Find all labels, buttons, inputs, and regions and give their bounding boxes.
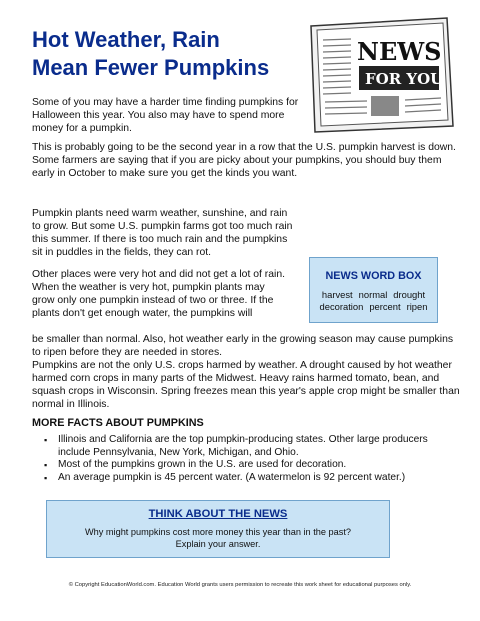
logo-news-text: NEWS — [357, 37, 442, 66]
think-question-line-2: Explain your answer. — [175, 539, 261, 549]
word-box-word: ripen — [406, 301, 428, 312]
paragraph-2: This is probably going to be the second year in a row that the U.S. pumpkin harvest is down. Some farmers are saying that if you are picky about your pumpkins, you should buy them early in October to make sure you get the kinds you want. — [32, 142, 456, 179]
word-box-word: percent — [369, 301, 401, 312]
fact-item: ▪ Illinois and California are the top pumpkin-producing states. Other large producers include Pennsylvania, New York, Michigan, and Ohio. — [44, 434, 444, 459]
word-box-list — [310, 289, 437, 313]
news-word-box — [309, 257, 438, 323]
paragraph-3-part-b: Other places were very hot and did not get a lot of rain. When the weather is very hot, pumpkin plants may grow only one pumpkin instead of two or three. If the plants don't get enough water, the pumpkins will — [32, 269, 285, 319]
word-box-word: normal — [358, 289, 388, 300]
paragraph-1: Some of you may have a harder time finding pumpkins for Halloween this year. You also may have to spend more money for a pumpkin. — [32, 97, 299, 134]
word-box-title: NEWS WORD BOX — [325, 270, 422, 282]
think-question-line-1: Why might pumpkins cost more money this year than in the past? — [84, 527, 352, 537]
article-title — [32, 26, 302, 82]
think-question — [47, 526, 389, 550]
copyright-footer: © Copyright EducationWorld.com. Education World grants users permission to recreate this work sheet for educational purposes only. — [68, 582, 412, 588]
title-line-2: Mean Fewer Pumpkins — [32, 55, 270, 80]
facts-list — [44, 434, 444, 484]
fact-item: ▪ An average pumpkin is 45 percent water. (A watermelon is 92 percent water.) — [44, 472, 444, 485]
word-box-word: decoration — [319, 301, 364, 312]
think-heading: THINK ABOUT THE NEWS — [148, 508, 288, 520]
fact-item: ▪ Most of the pumpkins grown in the U.S. are used for decoration. — [44, 459, 444, 472]
facts-heading: MORE FACTS ABOUT PUMPKINS — [32, 417, 204, 429]
logo-for-you-text: FOR YOU — [365, 70, 444, 88]
title-line-1: Hot Weather, Rain — [32, 27, 220, 52]
word-box-word: drought — [393, 289, 426, 300]
think-about-the-news-box — [46, 500, 390, 558]
paragraph-3-part-c: be smaller than normal. Also, hot weather early in the growing season may cause pumpkins to ripen before they are needed in stores. — [32, 334, 454, 358]
news-for-you-logo — [307, 16, 455, 134]
paragraph-3-part-a: Pumpkin plants need warm weather, sunshine, and rain to grow. But some U.S. pumpkin farms got too much rain this summer. If there is too much rain and the pumpkins sit in puddles in the fields, they can rot. — [32, 208, 293, 258]
word-box-word: harvest — [321, 289, 353, 300]
paragraph-4: Pumpkins are not the only U.S. crops harmed by weather. A drought caused by hot weather harmed corn crops in many parts of the Midwest. Heavy rains harmed tomato, bean, and squash crops in Wisconsin. Spring freezes mean this year's apple crop might be smaller than normal in Illinois. — [32, 360, 460, 410]
